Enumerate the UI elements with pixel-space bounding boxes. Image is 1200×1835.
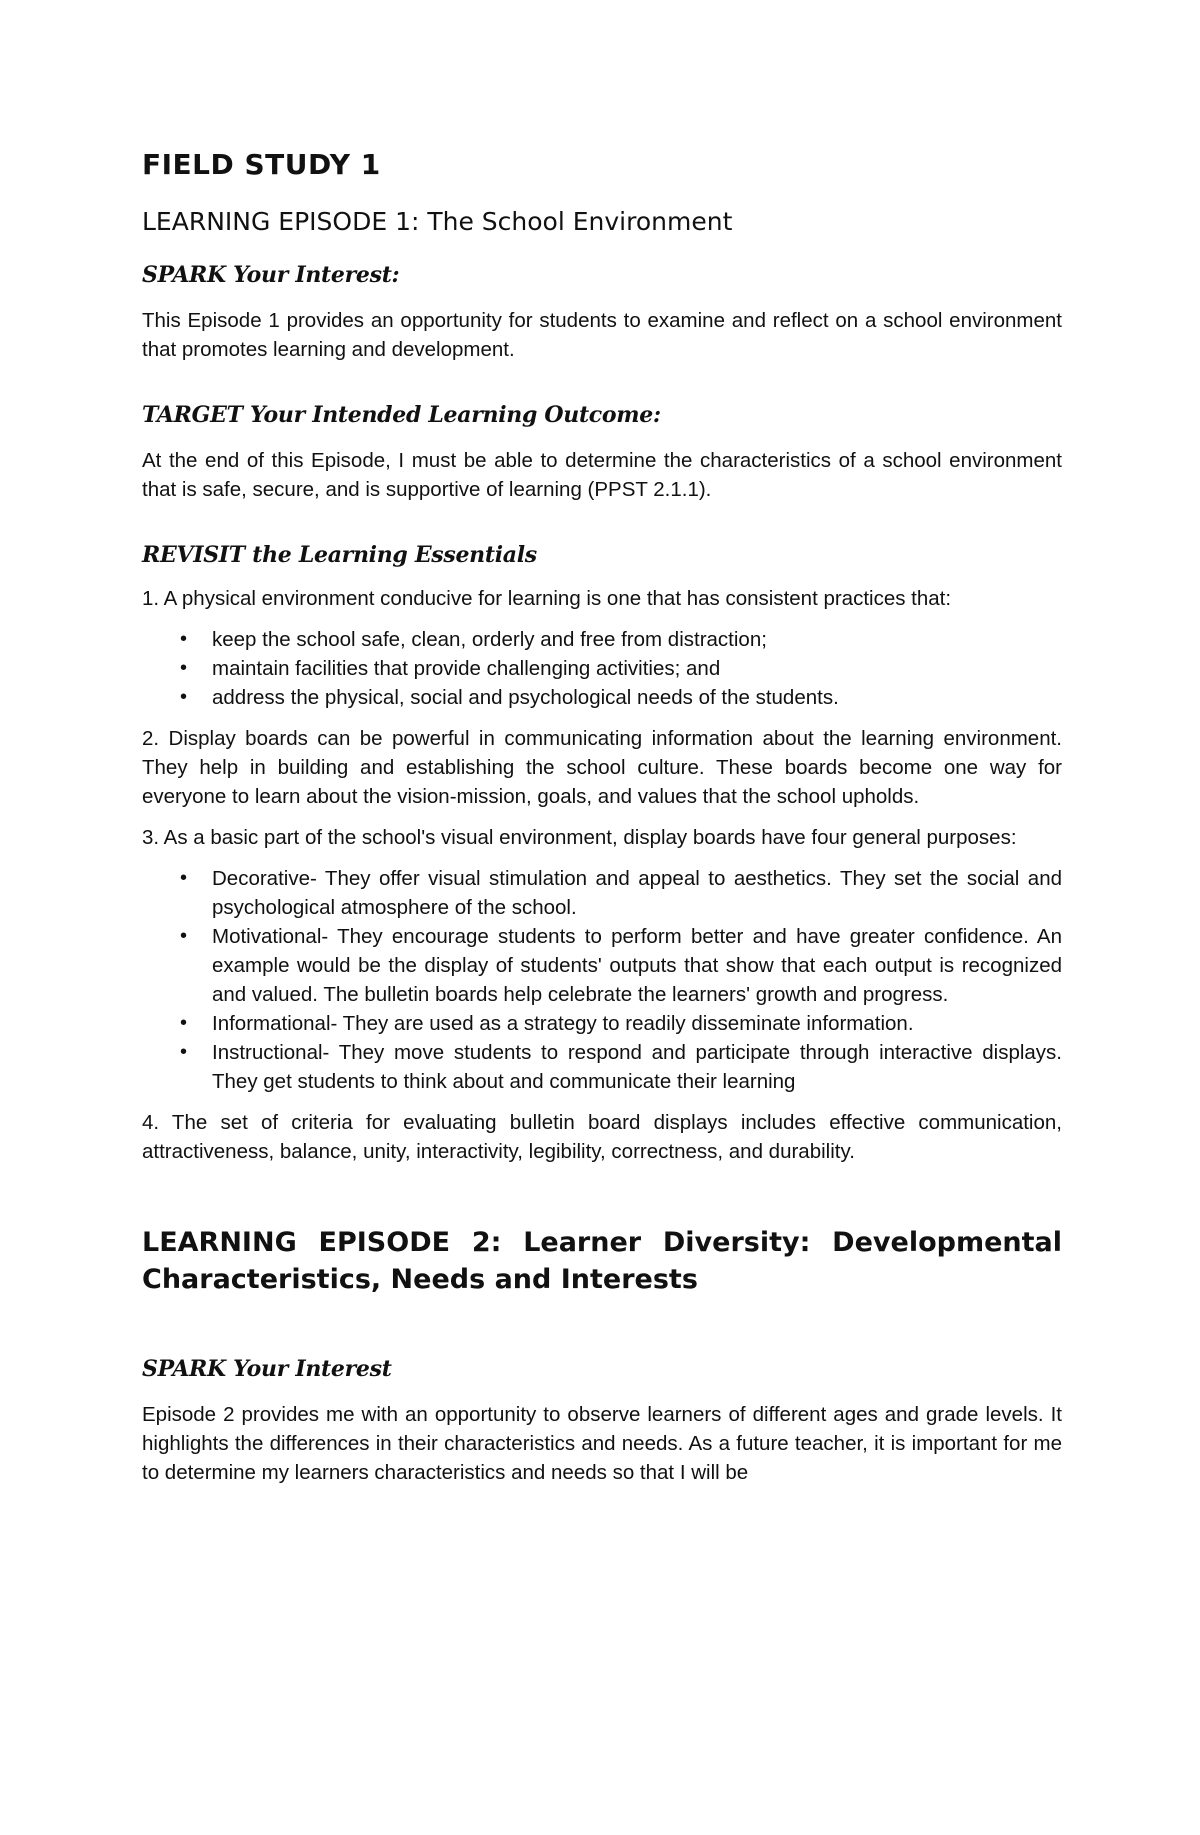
document-title: FIELD STUDY 1 <box>142 148 381 181</box>
essential-item-3-bullets <box>142 864 1062 1096</box>
bullet-item: • keep the school safe, clean, orderly and free from distraction; <box>142 625 1062 654</box>
target-outcome-text: At the end of this Episode, I must be able to determine the characteristics of a school environment that is safe, secure, and is supportive of learning (PPST 2.1.1). <box>142 449 1062 501</box>
essential-item-3: 3. As a basic part of the school's visual environment, display boards have four general purposes: <box>142 826 1017 849</box>
essential-item-4: 4. The set of criteria for evaluating bulletin board displays includes effective communication, attractiveness, balance, unity, interactivity, legibility, correctness, and durability. <box>142 1111 1062 1163</box>
bullet-item: • Instructional- They move students to respond and participate through interactive displays. They get students to think about and communicate their learning <box>142 1038 1062 1096</box>
document-page <box>142 148 1062 1487</box>
essential-item-1: 1. A physical environment conducive for learning is one that has consistent practices that: <box>142 587 952 610</box>
bullet-item: • Motivational- They encourage students to perform better and have greater confidence. An example would be the display of students' outputs that show that each output is recognized and valued. The bulletin boards help celebrate the learners' growth and progress. <box>142 922 1062 1009</box>
bullet-item: • maintain facilities that provide challenging activities; and <box>142 654 1062 683</box>
episode-2-heading: LEARNING EPISODE 2: Learner Diversity: Developmental Characteristics, Needs and Interests <box>142 1227 1062 1295</box>
essential-item-1-bullets <box>142 625 1062 712</box>
bullet-item: • address the physical, social and psychological needs of the students. <box>142 683 1062 712</box>
episode-1-heading: LEARNING EPISODE 1: The School Environment <box>142 207 733 236</box>
episode-2-spark-heading: SPARK Your Interest <box>142 1356 392 1382</box>
spark-interest-heading: SPARK Your Interest: <box>142 262 400 288</box>
episode-2-spark-text: Episode 2 provides me with an opportunity to observe learners of different ages and grade levels. It highlights the differences in their characteristics and needs. As a future teacher, it is important for me to determine my learners characteristics and needs so that I will be <box>142 1403 1062 1484</box>
spark-interest-text: This Episode 1 provides an opportunity for students to examine and reflect on a school environment that promotes learning and development. <box>142 309 1062 361</box>
essential-item-2: 2. Display boards can be powerful in communicating information about the learning environment. They help in building and establishing the school culture. These boards become one way for everyone to learn about the vision-mission, goals, and values that the school upholds. <box>142 727 1062 808</box>
bullet-item: • Decorative- They offer visual stimulation and appeal to aesthetics. They set the social and psychological atmosphere of the school. <box>142 864 1062 922</box>
revisit-essentials-heading: REVISIT the Learning Essentials <box>142 542 537 568</box>
target-outcome-heading: TARGET Your Intended Learning Outcome: <box>142 402 661 428</box>
bullet-item: • Informational- They are used as a strategy to readily disseminate information. <box>142 1009 1062 1038</box>
